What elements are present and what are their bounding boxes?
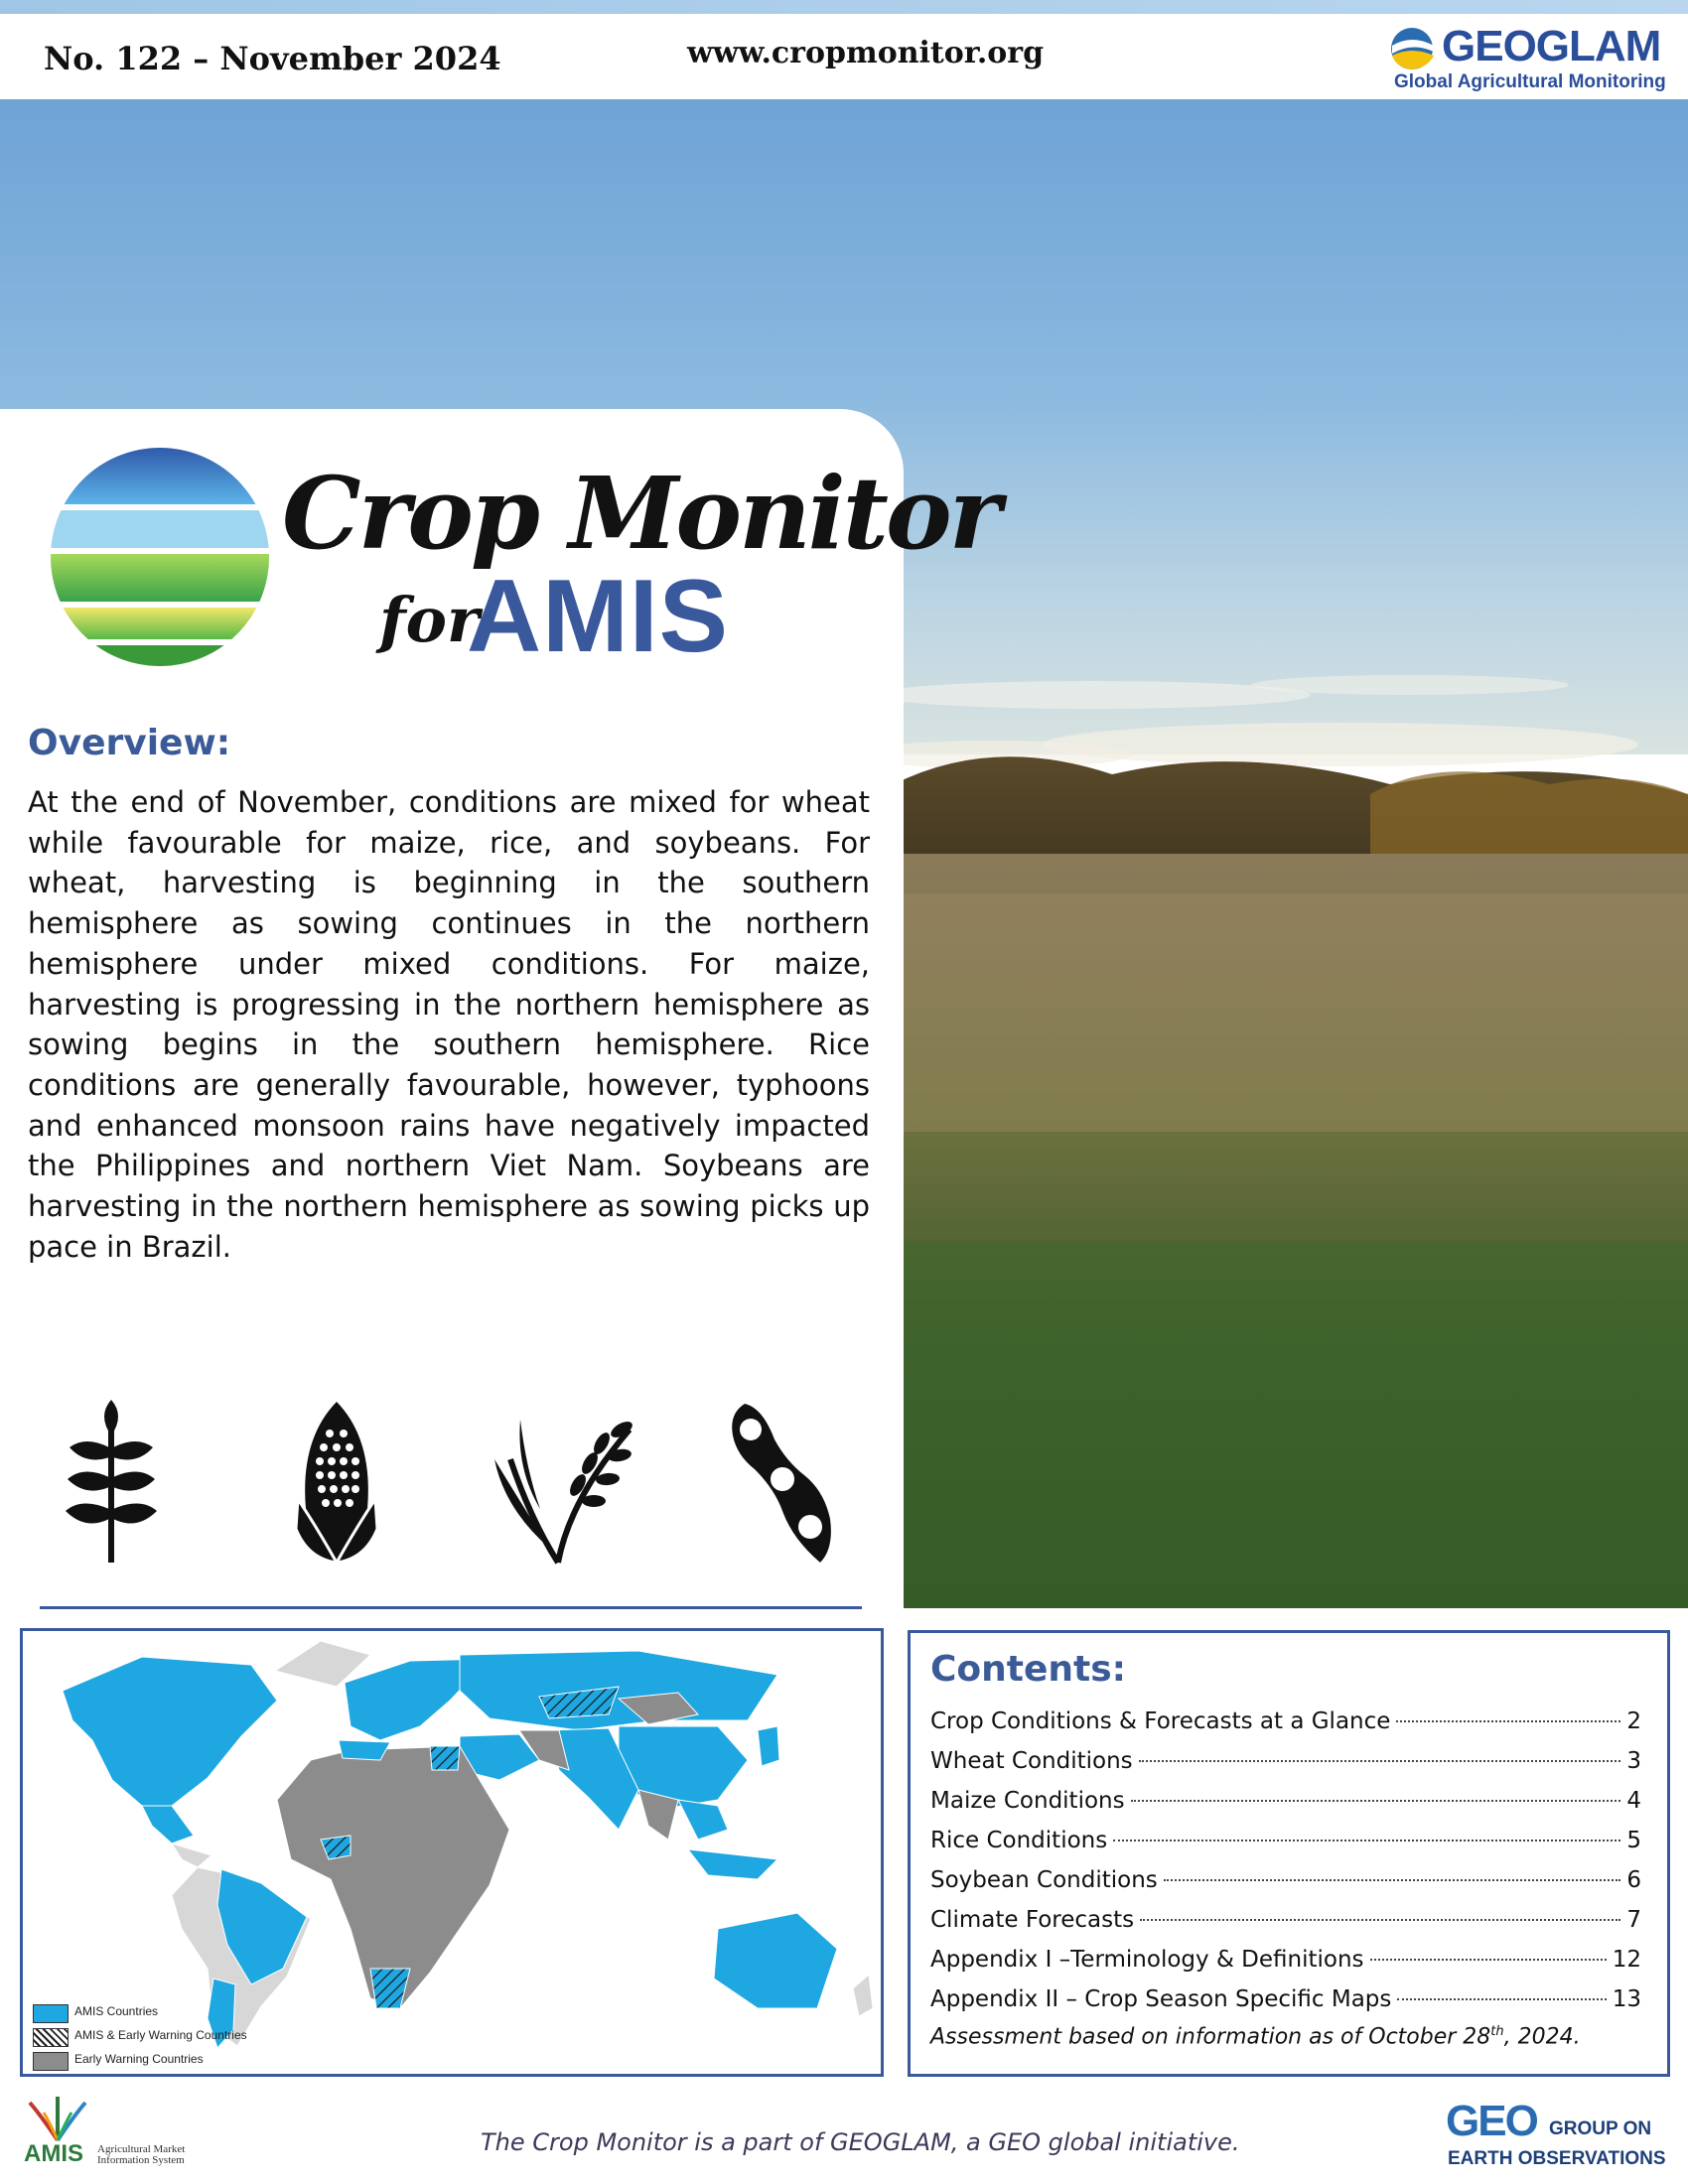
legend-label-early-warning: Early Warning Countries <box>74 2052 204 2066</box>
legend-swatch-early-warning <box>33 2052 69 2071</box>
legend-label-amis: AMIS Countries <box>74 2004 159 2018</box>
legend-swatch-amis <box>33 2004 69 2023</box>
geo-logo <box>1446 2097 1680 2178</box>
amis-wordmark: AMIS <box>24 2140 83 2167</box>
wheat-icon <box>64 1400 159 1565</box>
top-color-strip <box>0 0 1688 14</box>
geoglam-logo <box>1388 22 1666 92</box>
toc-item[interactable]: Appendix I –Terminology & Definitions 12 <box>930 1947 1641 1973</box>
brand-title: Crop Monitor <box>282 455 999 572</box>
header <box>0 14 1688 99</box>
overview-text: At the end of November, conditions are mixed for wheat while favourable for maize, rice, and soybeans. For wheat, harvesting is beginning in the southern hemisphere as sowing continues in the northern hemisphere under mixed conditions. For maize, harvesting is progressing in the northern hemisphere as sowing begins in the southern hemisphere. Rice conditions are generally favourable, however, typhoons and enhanced monsoon rains have negatively impacted the Philippines and northern Viet Nam. Soybeans are harvesting in the northern hemisphere as sowing picks up pace in Brazil. <box>28 785 870 1264</box>
toc-item[interactable]: Crop Conditions & Forecasts at a Glance 2 <box>930 1708 1641 1734</box>
crop-icons-row <box>0 1400 904 1578</box>
footer-note: The Crop Monitor is a part of GEOGLAM, a GEO global initiative. <box>481 2128 1240 2156</box>
contents-box <box>908 1630 1670 2077</box>
geo-line-2: EARTH OBSERVATIONS <box>1448 2148 1666 2169</box>
brand-for: for <box>379 584 480 656</box>
website-link[interactable]: www.cropmonitor.org <box>687 36 1045 70</box>
geo-line-1: GROUP ON <box>1549 2118 1652 2139</box>
amis-subtitle: Agricultural Market Information System <box>97 2143 186 2166</box>
toc-item[interactable]: Appendix II – Crop Season Specific Maps 13 <box>930 1986 1641 2012</box>
brand-amis: AMIS <box>467 559 729 674</box>
amis-logo <box>22 2087 220 2176</box>
toc-item[interactable]: Soybean Conditions 6 <box>930 1867 1641 1893</box>
crop-monitor-globe-logo <box>48 445 272 669</box>
toc-item[interactable]: Rice Conditions 5 <box>930 1828 1641 1853</box>
geoglam-wordmark: GEOGLAM <box>1442 22 1661 70</box>
maize-icon <box>288 1400 385 1565</box>
assessment-note: Assessment based on information as of October 28th, 2024. <box>930 2024 1581 2050</box>
section-divider <box>40 1606 862 1609</box>
rice-icon <box>491 1400 635 1565</box>
table-of-contents <box>930 1708 1641 2026</box>
toc-item[interactable]: Wheat Conditions 3 <box>930 1748 1641 1774</box>
geo-wordmark: GEO <box>1446 2097 1537 2145</box>
overview-heading: Overview: <box>28 723 231 763</box>
amis-wheat-icon <box>22 2087 93 2142</box>
legend-label-amis-early-warning: AMIS & Early Warning Countries <box>74 2028 247 2042</box>
issue-number: No. 122 – November 2024 <box>44 40 501 77</box>
soybean-icon <box>725 1400 836 1565</box>
geoglam-subtitle: Global Agricultural Monitoring <box>1394 71 1666 92</box>
toc-item[interactable]: Climate Forecasts 7 <box>930 1907 1641 1933</box>
amis-world-map <box>20 1628 884 2077</box>
geoglam-globe-icon <box>1388 26 1440 71</box>
contents-heading: Contents: <box>930 1649 1127 1690</box>
toc-item[interactable]: Maize Conditions 4 <box>930 1788 1641 1814</box>
legend-swatch-hatched <box>33 2028 69 2047</box>
